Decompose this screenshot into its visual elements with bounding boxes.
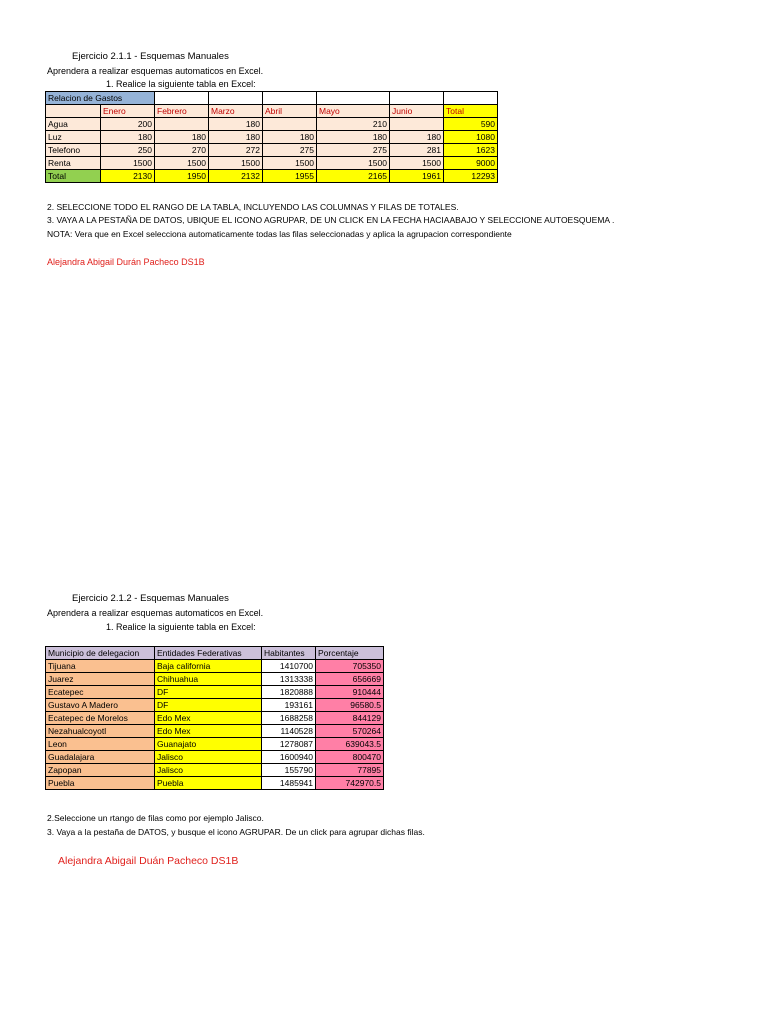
cell: 1500 <box>317 157 390 170</box>
cell <box>155 118 209 131</box>
cell: 590 <box>444 118 498 131</box>
header-cell: Total <box>444 105 498 118</box>
header-cell: Febrero <box>155 105 209 118</box>
cell: 193161 <box>262 699 316 712</box>
gastos-table <box>45 91 498 183</box>
cell: 1080 <box>444 131 498 144</box>
table-row <box>46 751 384 764</box>
cell: 910444 <box>316 686 384 699</box>
cell: 275 <box>263 144 317 157</box>
cell: 12293 <box>444 170 498 183</box>
cell: 200 <box>101 118 155 131</box>
table-row <box>46 92 498 105</box>
cell: 155790 <box>262 764 316 777</box>
cell: 2132 <box>209 170 263 183</box>
table-row <box>46 712 384 725</box>
row-label: Renta <box>46 157 101 170</box>
cell: 1623 <box>444 144 498 157</box>
cell: 1600940 <box>262 751 316 764</box>
cell: 180 <box>209 118 263 131</box>
cell: 800470 <box>316 751 384 764</box>
cell: 1688258 <box>262 712 316 725</box>
cell: Zapopan <box>46 764 155 777</box>
cell: Tijuana <box>46 660 155 673</box>
cell <box>390 118 444 131</box>
cell: 1500 <box>209 157 263 170</box>
cell: 210 <box>317 118 390 131</box>
cell: 1955 <box>263 170 317 183</box>
cell: Puebla <box>155 777 262 790</box>
cell: 180 <box>101 131 155 144</box>
table-row <box>46 725 384 738</box>
header-cell: Marzo <box>209 105 263 118</box>
ex2-title: Ejercicio 2.1.2 - Esquemas Manuales <box>72 593 229 604</box>
cell: 639043.5 <box>316 738 384 751</box>
cell: 656669 <box>316 673 384 686</box>
cell: 1500 <box>263 157 317 170</box>
ex1-subtitle: Aprendera a realizar esquemas automaticos en Excel. <box>47 66 264 76</box>
cell: 272 <box>209 144 263 157</box>
table-row <box>46 660 384 673</box>
cell: Edo Mex <box>155 725 262 738</box>
cell: 77895 <box>316 764 384 777</box>
cell: Guadalajara <box>46 751 155 764</box>
cell: 1500 <box>155 157 209 170</box>
cell: 180 <box>390 131 444 144</box>
cell: Jalisco <box>155 751 262 764</box>
cell: 270 <box>155 144 209 157</box>
cell: 1961 <box>390 170 444 183</box>
cell: 96580.5 <box>316 699 384 712</box>
header-cell: Abril <box>263 105 317 118</box>
cell: DF <box>155 699 262 712</box>
total-row <box>46 170 498 183</box>
header-cell: Entidades Federativas <box>155 647 262 660</box>
cell: Baja california <box>155 660 262 673</box>
table-row <box>46 131 498 144</box>
table-header-row <box>46 105 498 118</box>
cell: Juarez <box>46 673 155 686</box>
table-header-row <box>46 647 384 660</box>
cell: 1950 <box>155 170 209 183</box>
cell: 2130 <box>101 170 155 183</box>
cell: 180 <box>263 131 317 144</box>
cell: Guanajato <box>155 738 262 751</box>
table-row <box>46 777 384 790</box>
table-row <box>46 673 384 686</box>
cell: Gustavo A Madero <box>46 699 155 712</box>
cell: DF <box>155 686 262 699</box>
ex1-title: Ejercicio 2.1.1 - Esquemas Manuales <box>72 51 229 62</box>
ex2-step1: 1. Realice la siguiente tabla en Excel: <box>106 622 256 632</box>
cell: 1278087 <box>262 738 316 751</box>
cell: 250 <box>101 144 155 157</box>
cell: 1500 <box>101 157 155 170</box>
table-row <box>46 144 498 157</box>
cell: 742970.5 <box>316 777 384 790</box>
header-cell: Porcentaje <box>316 647 384 660</box>
table-row <box>46 686 384 699</box>
cell: 2165 <box>317 170 390 183</box>
cell: Nezahualcoyotl <box>46 725 155 738</box>
cell: 9000 <box>444 157 498 170</box>
ex1-step3: 3. VAYA A LA PESTAÑA DE DATOS, UBIQUE EL ICONO AGRUPAR, DE UN CLICK EN LA FECHA HACIAABAJO Y SELECCIONE AUTOESQUEMA . <box>47 215 615 225</box>
cell: 705350 <box>316 660 384 673</box>
ex2-author: Alejandra Abigail Duán Pacheco DS1B <box>58 855 239 867</box>
ex1-step1: 1. Realice la siguiente tabla en Excel: <box>106 79 256 89</box>
header-cell: Habitantes <box>262 647 316 660</box>
table-row <box>46 699 384 712</box>
header-cell: Mayo <box>317 105 390 118</box>
row-label: Total <box>46 170 101 183</box>
cell: Ecatepec <box>46 686 155 699</box>
cell: 1820888 <box>262 686 316 699</box>
ex2-subtitle: Aprendera a realizar esquemas automaticos en Excel. <box>47 608 264 618</box>
ex1-step2: 2. SELECCIONE TODO EL RANGO DE LA TABLA, INCLUYENDO LAS COLUMNAS Y FILAS DE TOTALES. <box>47 202 459 212</box>
row-label: Telefono <box>46 144 101 157</box>
cell: Chihuahua <box>155 673 262 686</box>
row-label: Luz <box>46 131 101 144</box>
cell: 275 <box>317 144 390 157</box>
header-cell: Municipio de delegacion <box>46 647 155 660</box>
cell: Edo Mex <box>155 712 262 725</box>
ex1-author: Alejandra Abigail Durán Pacheco DS1B <box>47 257 205 267</box>
table-caption: Relacion de Gastos <box>46 92 155 105</box>
ex2-step3: 3. Vaya a la pestaña de DATOS, y busque el icono AGRUPAR. De un click para agrupar dichas filas. <box>47 827 425 837</box>
cell: Jalisco <box>155 764 262 777</box>
cell: Leon <box>46 738 155 751</box>
ex1-note: NOTA: Vera que en Excel selecciona automaticamente todas las filas seleccionadas y aplica la agrupacion correspondiente <box>47 229 512 239</box>
cell <box>263 118 317 131</box>
header-cell: Enero <box>101 105 155 118</box>
cell: Ecatepec de Morelos <box>46 712 155 725</box>
table-row <box>46 118 498 131</box>
cell: 180 <box>209 131 263 144</box>
municipios-table <box>45 646 384 790</box>
cell: 1313338 <box>262 673 316 686</box>
cell: 1485941 <box>262 777 316 790</box>
cell: 1140528 <box>262 725 316 738</box>
cell: 180 <box>317 131 390 144</box>
row-label: Agua <box>46 118 101 131</box>
cell: 1410700 <box>262 660 316 673</box>
cell: 844129 <box>316 712 384 725</box>
header-cell: Junio <box>390 105 444 118</box>
table-row <box>46 738 384 751</box>
cell: 180 <box>155 131 209 144</box>
table-row <box>46 764 384 777</box>
cell: 570264 <box>316 725 384 738</box>
cell: 1500 <box>390 157 444 170</box>
cell: Puebla <box>46 777 155 790</box>
cell: 281 <box>390 144 444 157</box>
ex2-step2: 2.Seleccione un rtango de filas como por ejemplo Jalisco. <box>47 813 264 823</box>
table-row <box>46 157 498 170</box>
